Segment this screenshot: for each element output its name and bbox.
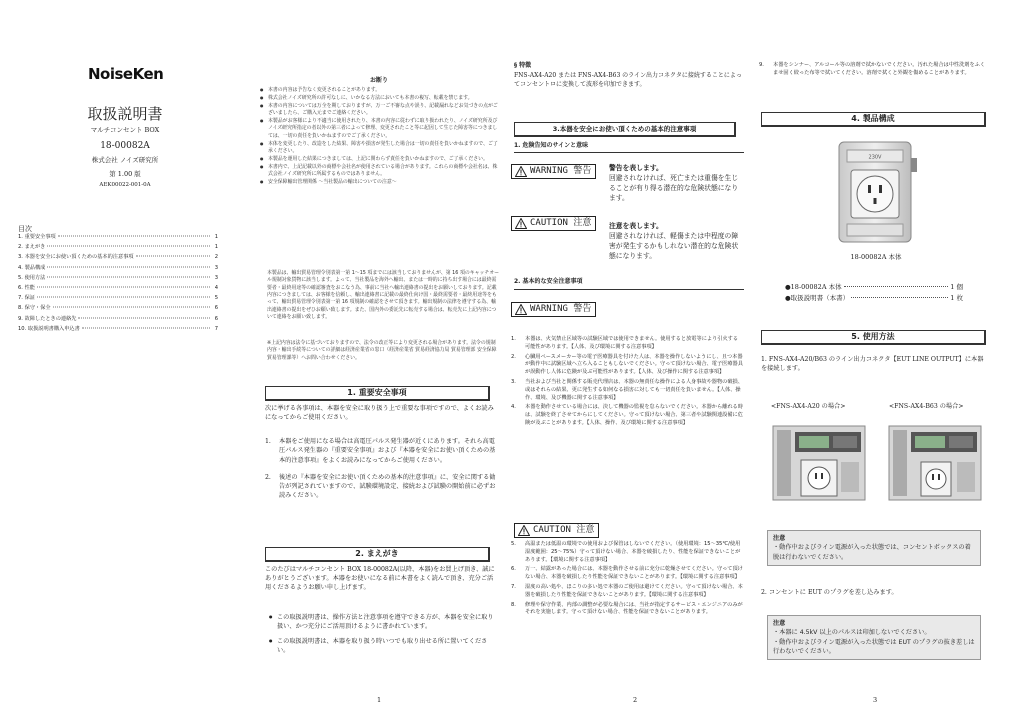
caution-description [609, 222, 741, 261]
caution-label: CAUTION 注意 [530, 218, 592, 228]
notice-bullet: ● 本製品がお客様により不適当に使用されたり、本書の内容に従わずに取り扱われたり、ノイズ研究所及びノイズ研究所指定の者以外の第三者によって修理、変更されたこと等に起因して生じた障害等につきましては、一切の責任を負いかねますのでご了承ください。 [260, 118, 500, 140]
item-text: 心臓用ペースメーカー等の電子医療器具を付けた人は、本器を操作しないようにし、且つ本器が動作中に試験区域へ立ち入ることもしないでください。守って頂けない場合、電子医療器具が誤動作し人体に危険が及ぶ可能性があります。【人体、及び操作に関する注意事項】 [525, 353, 743, 376]
warning-label: WARNING 警告 [530, 304, 592, 314]
bullet: ● [785, 283, 791, 291]
item-text: 本器は、火気禁止区域等の試験区域では使用できません。使用すると放電等により引火する可能性があります。【人体、及び環境に関する注意事項】 [525, 336, 739, 350]
notice-bullet: ● 本書の内容については万全を期しておりますが、万一ご不審な点や誤り、記載漏れなどお気づきの点がございましたら、ご購入元までご連絡ください。 [260, 103, 500, 118]
warning-item [511, 354, 743, 377]
item-number: 6. [511, 566, 516, 573]
component-leader [851, 297, 948, 298]
toc-row [18, 254, 218, 264]
notice-bullet: ● 安全保障輸出管理関係 〜当社製品の輸出についての注意〜 [260, 179, 500, 186]
item-number: 4. [511, 404, 516, 411]
toc-row [18, 316, 218, 326]
item-number: 3. [511, 378, 516, 385]
toc-label: 6. 性能 [18, 284, 35, 291]
item-number: 1. [265, 438, 271, 445]
section1-intro: 次に挙げる各事項は、本器を安全に取り扱う上で重要な事項ですので、よくお読みになってからご使用ください。 [265, 405, 494, 421]
warning-triangle-icon [515, 304, 527, 315]
warning-label: WARNING 警告 [530, 166, 592, 176]
note2-line-2: ・動作中およびライン電源が入った状態では EUT のプラグの抜き差しは行わないでください。 [773, 638, 975, 655]
toc-row [18, 326, 218, 336]
section1-list [265, 437, 497, 509]
cover-column [0, 0, 250, 724]
toc-page: 6 [214, 305, 218, 312]
toc-row [18, 285, 218, 295]
toc-page: 1 [214, 244, 218, 251]
noiseken-logo: NoiseKen [88, 65, 164, 83]
notice-bullet: ● 本書内で、上記記載以外の商標や会社名が使用されている場合があります。これらの商標や会社名は、株式会社ノイズ研究所に所属するものではありません。 [260, 164, 500, 179]
page1-right-column [255, 0, 500, 724]
toc-row [18, 244, 218, 254]
toc-row [18, 234, 218, 244]
basic-safety-subheading: 2. 基本的な安全注意事項 [514, 278, 583, 285]
toc-row [18, 265, 218, 275]
section4-heading: 4. 製品構成 [761, 112, 986, 127]
caution-triangle-icon [515, 218, 527, 229]
page3-column [755, 0, 1024, 724]
toc-page: 6 [214, 315, 218, 322]
note-box-1 [767, 530, 981, 566]
item-text: 万一、結露があった場合には、本器を動作させる前に充分に乾燥させてください。守って頂けない場合、本器を破損したり性能を保証できないことがあります。【環境に関する注意事項】 [525, 566, 743, 581]
toc-row [18, 275, 218, 285]
caution-item [511, 584, 743, 600]
manual-title: 取扱説明書 [87, 105, 163, 123]
item-number: 2. [265, 473, 271, 481]
toc-label: 9. 故障したときの連絡先 [18, 315, 77, 322]
warning-item [511, 404, 743, 427]
section2-bullets [269, 614, 497, 662]
item-number: 5. [511, 541, 516, 547]
model-number: 18-00082A [100, 141, 150, 151]
note-box-2 [767, 615, 981, 660]
toc-leader [47, 246, 210, 247]
item-text: 高温または低温の環境での使用および保管はしないでください。（使用環境：15〜35℃/使用湿度範囲：25〜75%）守って頂けない場合、本器を破損したり、性能を保証できないことがあります。【環境に関する注意事項】 [525, 541, 741, 563]
section1-heading: 1. 重要安全事項 [265, 386, 490, 401]
component-name: 18-00082A 本体 [790, 283, 842, 291]
warning-text: 回避されなければ、死亡または重傷を生じることが有り得る潜在的な危険状態になります。 [609, 173, 739, 202]
section2-heading: 2. まえがき [265, 547, 490, 562]
item-text: 本器を動作させている場合には、決して機器の監視を怠らないでください。本器から離れる時は、試験を終了させてからにしてください。守って頂けない場合、第三者や試験関連設備に危険が及ぶことがあります。【人体、操作、及び環境に関する注意事項】 [525, 404, 743, 426]
toc-page: 5 [214, 295, 218, 302]
caution-badge [511, 216, 596, 231]
step2-text: 2. コンセントに EUT のプラグを差し込みます。 [761, 589, 898, 596]
toc-title: 目次 [18, 225, 32, 233]
item-number: 2. [511, 353, 516, 360]
page-number-1: 1 [377, 696, 382, 704]
toc-page: 3 [214, 274, 218, 281]
warning-badge [511, 164, 596, 179]
caution-item [511, 566, 743, 582]
note2-title: 注意 [773, 620, 786, 627]
toc-leader [78, 317, 210, 318]
item-text: 当社および当社と関係する販売代理店は、本器の無責任な操作による人身事故や器物の破損、或はそれらの結果、更に発生する如何なる損害に対しても一切責任を負いません。【人体、操作、環境、及び機器に関する注意事項】 [525, 378, 743, 401]
item9-text: 本器をシンナー、アルコール等の溶剤で拭かないでください。汚れた場合は中性洗剤をふくませ固く絞った布等で拭いてください。溶剤で拭くと外観を傷めることがあります。 [773, 62, 986, 76]
toc-label: 2. まえがき [18, 244, 46, 251]
export-text: 本製品は、輸出貿易管理令別表第一第 1〜15 項までには該当しておりませんが、第 16 項のキャッチオール規制対象貨物に該当します。よって、当社製品を海外へ輸出、または一時的に持ち出す場合には最終需要者・最終用途等の確認審査をおこなう為、事前に当社へ輸出連絡書の提出をお願いしております。記載内容につきましては、お客様を信頼し、輸出連絡書に記載の最終仕向け国・最終需要者・最終用途等をもって、輸出貿易管理令別表第一第 16 項規制の確認をさせて頂きます。輸出規制の法律を遵守する為、輸出連絡書の提出をぜひお願い致します。また、国内外の委託先に転売する場合は、転売先に上記内容について連絡をお願い致します。 [267, 270, 499, 321]
toc-label: 7. 保証 [18, 295, 35, 302]
features-title: § 特徴 [514, 62, 532, 69]
divider [514, 152, 744, 153]
toc-leader [37, 297, 210, 298]
preface-bullet: ● この取扱説明書は、操作方法と注意事項を遵守できる方が、本器を安全に取り扱い、かつ充分にご活用頂けるように書かれています。 [269, 614, 497, 632]
item-text: 後述の『本器を安全にお使い頂くための基本的注意事項』に、安全に関する勧告が列記されていますので、試験環境設定、接続および試験の開始前に必ずお読みください。 [279, 473, 496, 500]
toc-leader [82, 327, 210, 328]
note1-text: ・動作中およびライン電源が入った状態では、コンセントボックスの着脱は行わないでください。 [773, 544, 971, 561]
caution-item [511, 602, 743, 618]
note2-line-1: ・本器に 4.5kV 以上のパルスは印加しないでください。 [773, 629, 931, 637]
notice-bullet: ● 本書の内容は予告なく変更されることがあります。 [260, 87, 500, 94]
item-text: 本器をご使用になる場合は高電圧パルス発生器が近くにあります。それら高電圧パルス発生器の『重要安全事項』および『本器を安全にお使い頂くための基本的注意事項』をよくお読みになってからご使用ください。 [279, 438, 496, 464]
item-text: 修理や保守作業、内部の調整が必要な場合には、当社が指定するサービス・エンジニアのみがそれを実施します。守って頂けない場合、性能を保証できないことがあります。 [525, 601, 743, 616]
case-b63-label: <FNS-AX4-B63 の場合> [889, 403, 964, 410]
fns-b63-connection-photo [885, 418, 985, 504]
toc-page: 3 [214, 264, 218, 271]
note1-title: 注意 [773, 535, 786, 542]
item-number: 1. [511, 336, 516, 342]
section1-item [265, 437, 497, 465]
item-number: 7. [511, 583, 516, 590]
section2-intro: このたびはマルチコンセント BOX 18-00082A(以降、本器)をお買上げ頂き、誠にありがとうございます。本器をお使いになる前に本書をよく読んで頂き、充分ご活用くださるようお願い申し上げます。 [265, 566, 495, 591]
warning-item [511, 336, 743, 352]
device-label: 230V [868, 154, 882, 161]
component-list [785, 283, 963, 305]
toc-page: 7 [214, 325, 218, 332]
caution-badge-2 [514, 523, 599, 538]
caution-label: CAUTION 注意 [533, 525, 595, 535]
export-note: ※上記内容は法令に基づいておりますので、法令の改正等により変更される場合があります。法令の規制内容・輸出手続等についての詳細は経済産業省の窓口（経済産業省 貿易経済協力局 貿易管理部 安全保障貿易管理課等）へお問い合わせください。 [267, 340, 497, 361]
company-name: 株式会社 ノイズ研究所 [91, 156, 159, 164]
toc-leader [47, 276, 210, 277]
device-caption: 18-00082A 本体 [850, 253, 902, 261]
edition: 第 1.00 版 [109, 170, 141, 178]
preface-bullet: ● この取扱説明書は、本器を取り扱う時いつでも取り出せる所に置いてください。 [269, 638, 497, 656]
page-number-2: 2 [633, 696, 638, 704]
toc-leader [53, 307, 210, 308]
section3-heading: 3.本器を安全にお使い頂くための基本的注意事項 [514, 122, 736, 137]
bullet: ● [785, 294, 791, 302]
warning-title: 警告を表します。 [609, 164, 663, 172]
toc-row [18, 305, 218, 315]
item9 [759, 62, 987, 80]
component-row [785, 283, 963, 294]
item9-number: 9. [759, 62, 764, 68]
warning-badge-2 [511, 302, 596, 317]
toc-page: 1 [214, 234, 218, 240]
notice-bullet: ● 株式会社ノイズ研究所の許可なしに、いかなる方法においても本書の複写、転載を禁じます。 [260, 95, 500, 102]
fns-a20-connection-photo [769, 418, 869, 504]
component-leader [844, 286, 949, 287]
notice-title: お断り [370, 77, 389, 84]
toc-row [18, 295, 218, 305]
toc-leader [37, 286, 210, 287]
section5-heading: 5. 使用方法 [761, 330, 986, 345]
doc-code: AEK00022-001-0A [99, 182, 151, 188]
warning-triangle-icon [515, 166, 527, 177]
multi-outlet-box-illustration [833, 138, 919, 250]
caution-text: 回避されなければ、軽傷または中程度の障害が発生するかもしれない潜在的な危険状態になります。 [609, 231, 739, 260]
product-type: マルチコンセント BOX [90, 126, 160, 134]
toc-label: 5. 使用方法 [18, 274, 46, 281]
notice-bullet: ● 本体を変更したり、改造をした結果、障害や損害が発生した場合は一切の責任を負いかねますので、ご了承ください。 [260, 141, 500, 156]
item-number: 8. [511, 601, 516, 608]
warning-item [511, 379, 743, 402]
component-qty: 1 枚 [950, 294, 963, 302]
case-a20-label: <FNS-AX4-A20 の場合> [771, 403, 846, 410]
toc-leader [136, 256, 210, 257]
notice-bullet: ● 本製品を運用した結果につきましては、上記に関わらず責任を負いかねますので、ご了承ください。 [260, 156, 500, 163]
warning-description [609, 164, 741, 203]
component-name: 取扱説明書（本書） [790, 294, 850, 302]
table-of-contents [18, 234, 218, 336]
notice-bullets [260, 87, 500, 187]
section1-item [265, 473, 497, 501]
features-text: FNS-AX4-A20 または FNS-AX4-B63 のライン出力コネクタに接続することによってコンセントロに変換して波形を印加できます。 [514, 72, 742, 88]
caution-list [511, 541, 743, 619]
toc-label: 3. 本器を安全にお使い頂くための基本的注意事項 [18, 254, 134, 261]
caution-item [511, 541, 743, 564]
hazard-signs-subheading: 1. 危険告知のサインと意味 [514, 142, 589, 149]
toc-label: 10. 取扱説明書購入申込書 [18, 325, 80, 332]
component-qty: 1 個 [950, 283, 963, 291]
toc-page: 2 [214, 254, 218, 261]
warning-list [511, 336, 743, 430]
toc-label: 1. 重要安全事項 [18, 234, 56, 240]
toc-label: 8. 保守・保全 [18, 305, 51, 312]
divider [514, 289, 744, 290]
toc-leader [58, 236, 210, 237]
step1-text: 1. FNS-AX4-A20/B63 のライン出力コネクタ【EUT LINE OUTPUT】に本器を接続します。 [761, 356, 984, 372]
toc-page: 4 [214, 284, 218, 291]
caution-triangle-icon [518, 525, 530, 536]
page2-column [505, 0, 750, 724]
toc-leader [47, 266, 210, 267]
component-row [785, 294, 963, 305]
item-text: 湿度の高い処や、ほこりの多い処で本器のご使用は避けてください。守って頂けない場合、本器を破損したり性能を保証できないことがあります。【環境に関する注意事項】 [525, 583, 743, 598]
page-number-3: 3 [873, 696, 878, 704]
toc-label: 4. 製品構成 [18, 264, 46, 271]
caution-title: 注意を表します。 [609, 222, 663, 230]
